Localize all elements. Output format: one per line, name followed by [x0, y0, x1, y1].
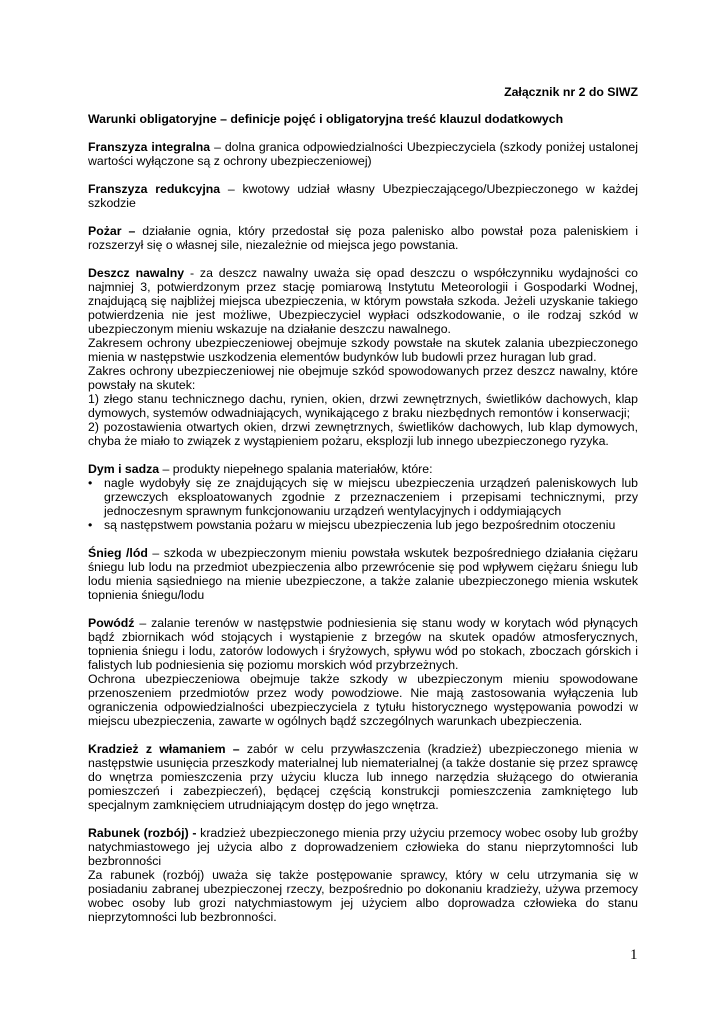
term: Dym i sadza	[88, 462, 160, 476]
bullet-item: • są następstwem powstania pożaru w miejscu ubezpieczenia lub jego bezpośrednim otoczeniu	[104, 518, 638, 532]
definition-text: zabór w celu przywłaszczenia (kradzież) ubezpieczonego mienia w następstwie usunięcia przeszkody materialnej lub niematerialnej (a także dostanie się przez sprawcę do wnętrza pomieszczenia przy użyciu klucza lub innego narzędzia służącego do otwierania pomieszczeń i zabezpieczeń), będącej częścią konstrukcji pomieszczenia zamkniętego lub specjalnym zamknięciem utrudniającym dostęp do jego wnętrza.	[88, 742, 638, 812]
definition-text: – kwotowy udział własny Ubezpieczającego/Ubezpieczonego w każdej szkodzie	[88, 182, 638, 210]
document-title: Warunki obligatoryjne – definicje pojęć i obligatoryjna treść klauzul dodatkowych	[88, 112, 564, 126]
definition-text: działanie ognia, który przedostał się poza palenisko albo powstał poza paleniskiem i rozszerzył się o własnej sile, niezależnie od miejsca jego powstania.	[88, 224, 638, 252]
definition-text: – dolna granica odpowiedzialności Ubezpieczyciela (szkody poniżej ustalonej wartości wyłączone są z ochrony ubezpieczeniowej)	[88, 140, 638, 168]
definition-paragraph: Zakresem ochrony ubezpieczeniowej obejmuje szkody powstałe na skutek zalania ubezpieczonego mienia w następstwie uszkodzenia elementów budynków lub budowli przez huragan lub grad.	[88, 336, 638, 364]
bullet-item: • nagle wydobyły się ze znajdujących się w miejscu ubezpieczenia urządzeń paleniskowych lub grzewczych eksploatowanych zgodnie z przeznaczeniem i przepisami technicznymi, przy jednoczesnym sprawnym funkcjonowaniu urządzeń wentylacyjnych i oddymiających	[104, 476, 638, 518]
definition-paragraph: Ochrona ubezpieczeniowa obejmuje także szkody w ubezpieczonym mieniu spowodowane przenoszeniem przedmiotów przez wody powodziowe. Nie mają zastosowania wyłączenia lub ograniczenia odpowiedzialności ubezpieczyciela z tytułu historycznego występowania powodzi w miejscu ubezpieczenia, zawarte w ogólnych bądź szczególnych warunkach ubezpieczenia.	[88, 672, 638, 728]
definition-paragraph: 1) złego stanu technicznego dachu, rynien, okien, drzwi zewnętrznych, świetlików dachowych, klap dymowych, systemów odwadniających, wynikającego z braku niezbędnych remontów i konserwacji;	[88, 392, 638, 420]
term: Śnieg /lód	[88, 546, 148, 560]
bullet-list	[88, 476, 638, 532]
definition-paragraph: Za rabunek (rozbój) uważa się także postępowanie sprawcy, który w celu utrzymania się w posiadaniu zabranej ubezpieczonej rzeczy, bezpośrednio po dokonaniu kradzieży, używa przemocy wobec osoby lub grozi natychmiastowym jej użyciem albo doprowadza człowieka do stanu nieprzytomności lub bezbronności.	[88, 868, 638, 924]
definition-paragraph: 2) pozostawienia otwartych okien, drzwi zewnętrznych, świetlików dachowych, lub klap dymowych, chyba że miało to związek z wystąpieniem pożaru, eksplozji lub innego ubezpieczonego ryzyka.	[88, 420, 638, 448]
definition-paragraph: Zakres ochrony ubezpieczeniowej nie obejmuje szkód spowodowanych przez deszcz nawalny, które powstały na skutek:	[88, 364, 638, 392]
term: Deszcz nawalny	[88, 266, 185, 280]
term: Pożar –	[88, 224, 136, 238]
term: Powódź	[88, 616, 135, 630]
definition-dym-i-sadza	[88, 462, 638, 532]
definition-text: – zalanie terenów w następstwie podniesienia się stanu wody w korytach wód płynących bądź zbiornikach wód stojących i wystąpienie z brzegów na skutek opadów atmosferycznych, topnienia śniegu i lodu, zatorów lodowych i śryżowych, spływu wód po stokach, zboczach górskich i falistych lub podniesienia się poziomu morskich wód przybrzeżnych.	[88, 616, 638, 672]
definition-powodz	[88, 616, 638, 728]
definition-franszyza-redukcyjna	[88, 182, 638, 210]
term: Kradzież z włamaniem –	[88, 742, 240, 756]
definition-pozar	[88, 224, 638, 252]
term: Rabunek (rozbój) -	[88, 826, 197, 840]
page-number: 1	[630, 947, 638, 963]
definition-snieg-lod	[88, 546, 638, 602]
definition-kradziez	[88, 742, 638, 812]
term: Franszyza integralna	[88, 140, 211, 154]
definition-deszcz-nawalny	[88, 266, 638, 448]
definition-text: kradzież ubezpieczonego mienia przy użyciu przemocy wobec osoby lub groźby natychmiastowego jej użycia albo z doprowadzeniem człowieka do stanu nieprzytomności lub bezbronności	[88, 826, 639, 868]
definition-text: – szkoda w ubezpieczonym mieniu powstała wskutek bezpośredniego działania ciężaru śniegu lub lodu na przedmiot ubezpieczenia albo przewrócenie się pod wpływem ciężaru śniegu lub lodu mienia sąsiedniego na mienie ubezpieczone, a także zalanie ubezpieczonego mienia wskutek topnienia śniegu/lodu	[88, 546, 638, 602]
annex-label: Załącznik nr 2 do SIWZ	[504, 85, 638, 99]
term: Franszyza redukcyjna	[88, 182, 221, 196]
document-content	[88, 85, 638, 938]
definition-franszyza-integralna	[88, 140, 638, 168]
definition-rabunek	[88, 826, 638, 924]
definition-text: – produkty niepełnego spalania materiałów, które:	[159, 462, 433, 476]
definition-text: - za deszcz nawalny uważa się opad deszczu o współczynniku wydajności co najmniej 3, potwierdzonym przez stację pomiarową Instytutu Meteorologii i Gospodarki Wodnej, znajdującą się najbliżej miejsca ubezpieczenia, w którym powstała szkoda. Jeżeli uzyskanie takiego potwierdzenia nie jest możliwe, Ubezpieczyciel wypłaci odszkodowanie, o ile rodzaj szkód w ubezpieczonym mieniu wskazuje na działanie deszczu nawalnego.	[88, 266, 638, 336]
